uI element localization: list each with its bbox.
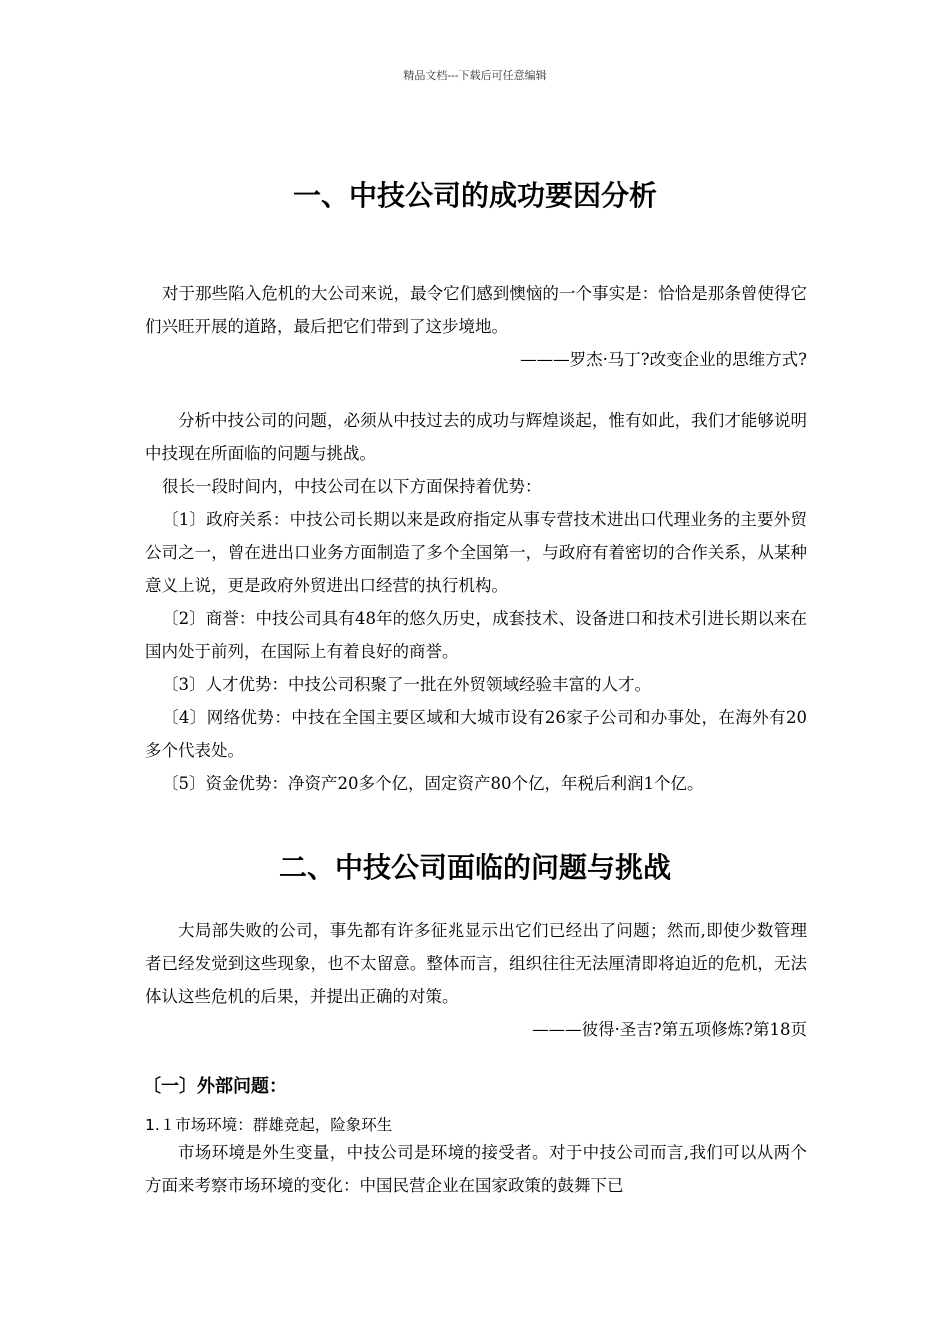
section-1-body	[145, 404, 807, 800]
section-2-epigraph	[145, 914, 807, 1046]
epigraph-text: 对于那些陷入危机的大公司来说，最令它们感到懊恼的一个事实是：恰恰是那条曾使得它们兴旺开展的道路，最后把它们带到了这步境地。	[145, 284, 807, 336]
section-1-epigraph	[145, 277, 807, 376]
section-2-title: 二、中技公司面临的问题与挑战	[278, 851, 671, 884]
advantage-item: 〔3〕人才优势：中技公司积聚了一批在外贸领域经验丰富的人才。	[162, 675, 651, 694]
epigraph-text: 大局部失败的公司，事先都有许多征兆显示出它们已经出了问题；然而,即使少数管理者已经发觉到这些现象，也不太留意。整体而言，组织往往无法厘清即将迫近的危机，无法体认这些危机的后果，并提出正确的对策。	[145, 921, 807, 1006]
epigraph-attribution: ———罗杰·马丁?改变企业的思维方式?	[520, 350, 807, 369]
body-paragraph: 市场环境是外生变量，中技公司是环境的接受者。对于中技公司而言,我们可以从两个方面来考察市场环境的变化：中国民营企业在国家政策的鼓舞下已	[145, 1143, 807, 1195]
advantage-item: 〔4〕网络优势：中技在全国主要区域和大城市设有26家子公司和办事处，在海外有20多个代表处。	[145, 708, 807, 760]
epigraph-attribution: ———彼得·圣吉?第五项修炼?第18页	[532, 1020, 807, 1039]
lead-paragraph: 很长一段时间内，中技公司在以下方面保持着优势：	[162, 477, 542, 496]
page-header: 精品文档---下载后可任意编辑	[403, 69, 547, 82]
subsubsection-title: 1.１市场环境：群雄竞起，险象环生	[145, 1116, 393, 1134]
section-1-title: 一、中技公司的成功要因分析	[292, 179, 657, 212]
intro-paragraph: 分析中技公司的问题，必须从中技过去的成功与辉煌谈起，惟有如此，我们才能够说明中技现在所面临的问题与挑战。	[145, 411, 807, 463]
section-2-body	[145, 1136, 807, 1202]
advantage-item: 〔2〕商誉：中技公司具有48年的悠久历史，成套技术、设备进口和技术引进长期以来在国内处于前列，在国际上有着良好的商誉。	[145, 609, 807, 661]
advantage-item: 〔5〕资金优势：净资产20多个亿，固定资产80个亿，年税后利润1个亿。	[162, 774, 704, 793]
subsection-title: 〔一〕外部问题：	[143, 1076, 287, 1097]
advantage-item: 〔1〕政府关系：中技公司长期以来是政府指定从事专营技术进出口代理业务的主要外贸公司之一，曾在进出口业务方面制造了多个全国第一，与政府有着密切的合作关系，从某种意义上说，更是政府外贸进出口经营的执行机构。	[145, 510, 807, 595]
